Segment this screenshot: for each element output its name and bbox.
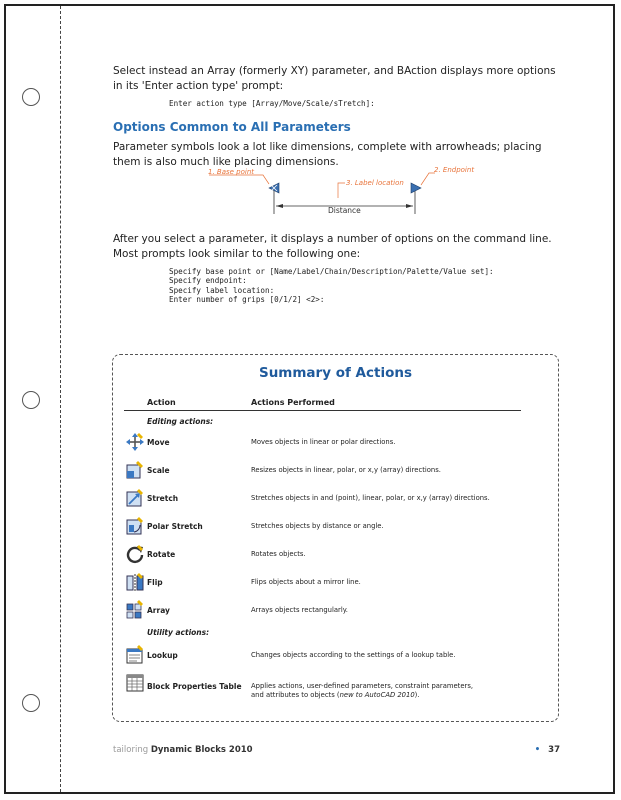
action-name: Scale xyxy=(147,466,170,475)
polar-stretch-icon xyxy=(125,516,145,536)
action-name: Flip xyxy=(147,578,163,587)
callout-endpoint: 2. Endpoint xyxy=(434,165,475,174)
array-icon xyxy=(125,600,145,620)
stretch-icon xyxy=(125,488,145,508)
page-footer xyxy=(113,745,560,755)
callout-label-location: 3. Label location xyxy=(346,178,404,187)
command-line: Enter number of grips [0/1/2] <2>: xyxy=(169,295,325,304)
column-header-actions-performed: Actions Performed xyxy=(251,398,335,407)
table-row xyxy=(113,516,558,538)
action-description: Changes objects according to the settings of a lookup table. xyxy=(251,651,456,659)
action-name: Array xyxy=(147,606,170,615)
table-row xyxy=(113,645,558,667)
table-row xyxy=(113,572,558,594)
action-name: Polar Stretch xyxy=(147,522,203,531)
summary-title: Summary of Actions xyxy=(258,365,413,381)
table-row xyxy=(113,432,558,454)
table-row xyxy=(113,488,558,510)
command-line: Specify label location: xyxy=(169,285,275,295)
intro-paragraph: Select instead an Array (formerly XY) parameter, and BAction displays more options in its 'Enter action type' prompt: xyxy=(113,65,556,92)
action-description: Applies actions, user-defined parameters, constraint parameters, xyxy=(251,682,474,690)
action-name: Lookup xyxy=(147,651,178,660)
dimension-text: Distance xyxy=(328,205,361,215)
action-description: Moves objects in linear or polar directions. xyxy=(251,438,396,446)
table-row xyxy=(113,673,558,705)
group-utility-actions: Utility actions: xyxy=(147,628,210,637)
section-heading: Options Common to All Parameters xyxy=(113,119,351,134)
lookup-icon xyxy=(125,645,145,665)
action-description: Resizes objects in linear, polar, or x,y (array) directions. xyxy=(251,466,441,474)
scale-icon xyxy=(125,460,145,480)
action-name: Stretch xyxy=(147,494,179,503)
command-line: Specify base point or [Name/Label/Chain/Description/Palette/Value set]: xyxy=(169,266,494,276)
table-row xyxy=(113,460,558,482)
flip-icon xyxy=(125,572,145,592)
bullet-icon: • xyxy=(534,745,541,755)
description-text: and attributes to objects ( xyxy=(251,691,340,699)
description-text: ). xyxy=(414,691,420,699)
action-description: Flips objects about a mirror line. xyxy=(251,578,361,586)
summary-of-actions-box xyxy=(112,354,559,722)
action-name: Move xyxy=(147,438,170,447)
page-number: 37 xyxy=(548,745,560,755)
prompt-code: Enter action type [Array/Move/Scale/sTretch]: xyxy=(169,99,375,108)
action-name: Rotate xyxy=(147,550,176,559)
action-name: Block Properties Table xyxy=(147,682,242,691)
group-editing-actions: Editing actions: xyxy=(147,417,214,426)
command-line: Specify endpoint: xyxy=(169,276,247,285)
action-description: Stretches objects by distance or angle. xyxy=(251,522,384,530)
page-number-block xyxy=(535,745,560,755)
footer-title xyxy=(113,745,253,755)
block-properties-table-icon xyxy=(125,673,145,693)
callout-base-point: 1. Base point xyxy=(208,167,255,176)
column-header-action: Action xyxy=(147,398,176,407)
table-row xyxy=(113,544,558,566)
action-description: Arrays objects rectangularly. xyxy=(251,606,348,614)
parameter-diagram xyxy=(113,165,563,228)
binder-hole-bottom xyxy=(22,694,40,712)
footer-title-light: tailoring xyxy=(113,745,149,755)
footer-title-bold: Dynamic Blocks 2010 xyxy=(150,745,253,755)
header-rule xyxy=(124,410,521,411)
move-icon xyxy=(125,432,145,452)
action-description: Rotates objects. xyxy=(251,550,306,558)
action-description: Stretches objects in and (point), linear, polar, or x,y (array) directions. xyxy=(251,494,490,502)
binder-hole-middle xyxy=(22,391,40,409)
page-content xyxy=(113,64,563,305)
after-paragraph: After you select a parameter, it displays a number of options on the command line. Most prompts look similar to the following one: xyxy=(113,232,552,260)
rotate-icon xyxy=(125,544,145,564)
section-paragraph: Parameter symbols look a lot like dimensions, complete with arrowheads; placing them is also much like placing dimensions. xyxy=(113,140,542,168)
command-line-block xyxy=(169,267,563,305)
table-row xyxy=(113,600,558,622)
binder-margin-line xyxy=(60,6,61,792)
action-description-line2 xyxy=(251,691,419,699)
binder-hole-top xyxy=(22,88,40,106)
description-emphasis: new to AutoCAD 2010 xyxy=(339,691,415,699)
